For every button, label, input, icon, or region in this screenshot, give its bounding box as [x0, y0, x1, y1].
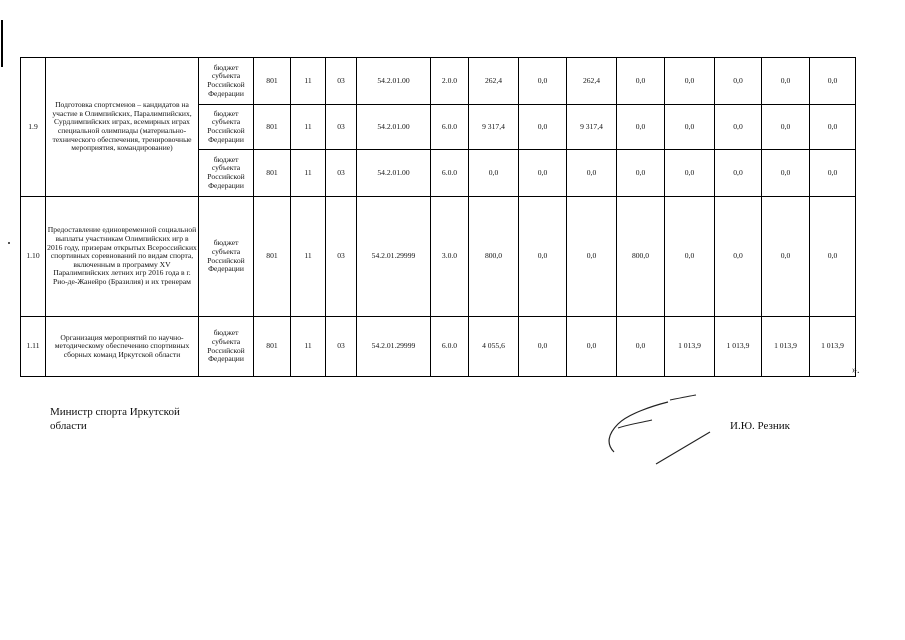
- closing-quote: ».: [852, 365, 860, 376]
- amount-cell: 0,0: [519, 105, 567, 150]
- table-row: [21, 197, 856, 317]
- target-article-code: 54.2.01.00: [357, 58, 431, 105]
- amount-cell: 0,0: [665, 197, 715, 317]
- funding-source: бюджет субъекта Российской Федерации: [199, 58, 254, 105]
- section-code: 11: [291, 197, 326, 317]
- row-number: 1.9: [21, 58, 46, 197]
- signatory-name: И.Ю. Резник: [730, 420, 790, 432]
- expense-type-code: 6.0.0: [431, 150, 469, 197]
- amount-cell: 0,0: [810, 105, 856, 150]
- amount-cell: 1 013,9: [810, 317, 856, 377]
- amount-cell: 1 013,9: [715, 317, 762, 377]
- amount-cell: 1 013,9: [665, 317, 715, 377]
- amount-cell: 0,0: [762, 150, 810, 197]
- amount-cell: 0,0: [810, 197, 856, 317]
- amount-cell: 0,0: [567, 317, 617, 377]
- amount-cell: 0,0: [519, 150, 567, 197]
- section-code: 11: [291, 58, 326, 105]
- ministry-code: 801: [254, 317, 291, 377]
- amount-cell: 262,4: [469, 58, 519, 105]
- amount-cell: 0,0: [567, 197, 617, 317]
- subsection-code: 03: [326, 58, 357, 105]
- amount-cell: 1 013,9: [762, 317, 810, 377]
- amount-cell: 0,0: [519, 197, 567, 317]
- ministry-code: 801: [254, 58, 291, 105]
- section-code: 11: [291, 317, 326, 377]
- target-article-code: 54.2.01.00: [357, 150, 431, 197]
- row-number: 1.10: [21, 197, 46, 317]
- signatory-title: Министр спорта Иркутской области: [50, 406, 180, 432]
- ministry-code: 801: [254, 150, 291, 197]
- table-row: [21, 317, 856, 377]
- subsection-code: 03: [326, 150, 357, 197]
- ministry-code: 801: [254, 197, 291, 317]
- amount-cell: 0,0: [665, 105, 715, 150]
- activity-name: Предоставление единовременной социальной выплаты участникам Олимпийских игр в 2016 году, призерам открытых Всероссийских спортивных соревнований по видам спорта, включенным в программу XV Паралимпийских летних игр 2016 года в г. Рио-де-Жанейро (Бразилия) и их тренерам: [46, 197, 199, 317]
- amount-cell: 9 317,4: [469, 105, 519, 150]
- amount-cell: 262,4: [567, 58, 617, 105]
- target-article-code: 54.2.01.29999: [357, 197, 431, 317]
- amount-cell: 0,0: [665, 150, 715, 197]
- expense-type-code: 3.0.0: [431, 197, 469, 317]
- expense-type-code: 6.0.0: [431, 317, 469, 377]
- amount-cell: 4 055,6: [469, 317, 519, 377]
- amount-cell: 0,0: [519, 317, 567, 377]
- amount-cell: 0,0: [665, 58, 715, 105]
- amount-cell: 800,0: [617, 197, 665, 317]
- funding-source: бюджет субъекта Российской Федерации: [199, 317, 254, 377]
- amount-cell: 0,0: [762, 105, 810, 150]
- amount-cell: 0,0: [762, 197, 810, 317]
- subsection-code: 03: [326, 105, 357, 150]
- budget-table: [20, 57, 856, 377]
- subsection-code: 03: [326, 197, 357, 317]
- funding-source: бюджет субъекта Российской Федерации: [199, 197, 254, 317]
- amount-cell: 0,0: [715, 197, 762, 317]
- amount-cell: 0,0: [617, 317, 665, 377]
- subsection-code: 03: [326, 317, 357, 377]
- funding-source: бюджет субъекта Российской Федерации: [199, 105, 254, 150]
- table-row: [21, 58, 856, 105]
- ministry-code: 801: [254, 105, 291, 150]
- amount-cell: 0,0: [762, 58, 810, 105]
- activity-name: Подготовка спортсменов – кандидатов на участие в Олимпийских, Паралимпийских, Сурдлимпийских играх, всемирных играх специальной олимпиады (материально-технического обеспечения, тренировочные мероприятия, командирование): [46, 58, 199, 197]
- handwritten-signature-icon: [600, 388, 720, 468]
- amount-cell: 800,0: [469, 197, 519, 317]
- expense-type-code: 2.0.0: [431, 58, 469, 105]
- section-code: 11: [291, 105, 326, 150]
- amount-cell: 9 317,4: [567, 105, 617, 150]
- amount-cell: 0,0: [810, 58, 856, 105]
- amount-cell: 0,0: [715, 58, 762, 105]
- expense-type-code: 6.0.0: [431, 105, 469, 150]
- row-number: 1.11: [21, 317, 46, 377]
- amount-cell: 0,0: [715, 105, 762, 150]
- amount-cell: 0,0: [617, 150, 665, 197]
- amount-cell: 0,0: [567, 150, 617, 197]
- binding-mark: [1, 20, 3, 67]
- section-code: 11: [291, 150, 326, 197]
- target-article-code: 54.2.01.29999: [357, 317, 431, 377]
- funding-source: бюджет субъекта Российской Федерации: [199, 150, 254, 197]
- activity-name: Организация мероприятий по научно-методическому обеспечению спортивных сборных команд Иркутской области: [46, 317, 199, 377]
- amount-cell: 0,0: [810, 150, 856, 197]
- amount-cell: 0,0: [617, 58, 665, 105]
- target-article-code: 54.2.01.00: [357, 105, 431, 150]
- scan-dot: [8, 242, 10, 244]
- amount-cell: 0,0: [519, 58, 567, 105]
- amount-cell: 0,0: [715, 150, 762, 197]
- amount-cell: 0,0: [617, 105, 665, 150]
- amount-cell: 0,0: [469, 150, 519, 197]
